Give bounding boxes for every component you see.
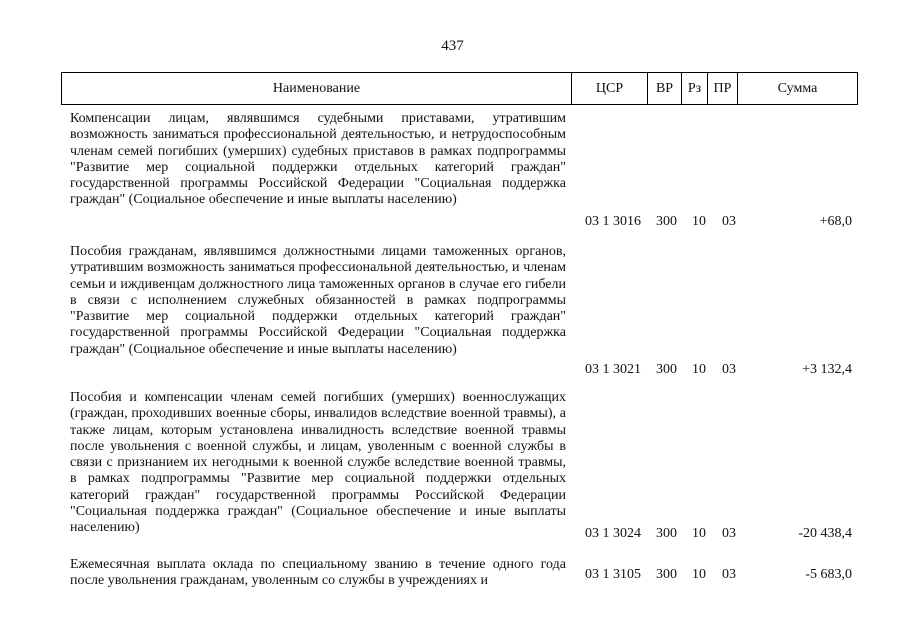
row-name: Пособия гражданам, являвшимся должностными лицами таможенных органов, утратившим возможность заниматься профессиональной деятельностью, и членам семьи и иждивенцам должностного лица таможенных органов в случае его гибели в связи с исполнением служебных обязанностей в рамках подпрограммы "Развитие мер социальной поддержки отдельных категорий граждан" государственной программы Российской Федерации "Социальная поддержка граждан" (Социальное обеспечение и иные выплаты населению) bbox=[70, 244, 566, 357]
table-row bbox=[61, 111, 858, 236]
row-sum: -5 683,0 bbox=[805, 567, 852, 582]
row-rz: 10 bbox=[692, 526, 706, 541]
row-vr: 300 bbox=[656, 214, 677, 229]
row-pr: 03 bbox=[722, 567, 736, 582]
row-name: Ежемесячная выплата оклада по специальному званию в течение одного года после увольнения гражданам, уволенным со службы в учреждениях и bbox=[70, 557, 566, 589]
row-name: Компенсации лицам, являвшимся судебными приставами, утратившим возможность заниматься профессиональной деятельностью, и нетрудоспособным членам семей погибших (умерших) судебных приставов в рамках подпрограммы "Развитие мер социальной поддержки отдельных категорий граждан" государственной программы Российской Федерации "Социальная поддержка граждан" (Социальное обеспечение и иные выплаты населению) bbox=[70, 111, 566, 208]
row-rz: 10 bbox=[692, 567, 706, 582]
header-pr: ПР bbox=[707, 73, 737, 104]
row-rz: 10 bbox=[692, 214, 706, 229]
row-vr: 300 bbox=[656, 362, 677, 377]
row-pr: 03 bbox=[722, 526, 736, 541]
table-row bbox=[61, 390, 858, 550]
header-vr: ВР bbox=[647, 73, 681, 104]
row-sum: -20 438,4 bbox=[798, 526, 852, 541]
header-name: Наименование bbox=[272, 80, 361, 96]
row-csr: 03 1 3016 bbox=[585, 214, 641, 229]
table-row bbox=[61, 557, 858, 597]
table-row bbox=[61, 244, 858, 384]
row-vr: 300 bbox=[656, 526, 677, 541]
row-csr: 03 1 3105 bbox=[585, 567, 641, 582]
row-name: Пособия и компенсации членам семей погибших (умерших) военнослужащих (граждан, проходивших военные сборы, инвалидов вследствие военной травмы), а также лицам, которым установлена инвалидность вследствие военной травмы после увольнения с военной службы, и лицам, уволенным с военной службы в связи с признанием их негодными к военной службе вследствие военной травмы, в рамках подпрограммы "Развитие мер социальной поддержки отдельных категорий граждан" государственной программы Российской Федерации "Социальная поддержка граждан" (Социальное обеспечение и иные выплаты населению) bbox=[70, 390, 566, 536]
header-rz: Рз bbox=[681, 73, 707, 104]
row-rz: 10 bbox=[692, 362, 706, 377]
header-csr: ЦСР bbox=[571, 73, 647, 104]
row-pr: 03 bbox=[722, 362, 736, 377]
budget-table bbox=[61, 72, 858, 105]
row-vr: 300 bbox=[656, 567, 677, 582]
page-number: 437 bbox=[441, 38, 464, 54]
row-sum: +3 132,4 bbox=[802, 362, 852, 377]
table-header bbox=[61, 72, 858, 105]
row-csr: 03 1 3021 bbox=[585, 362, 641, 377]
row-pr: 03 bbox=[722, 214, 736, 229]
header-sum: Сумма bbox=[737, 73, 857, 104]
row-sum: +68,0 bbox=[819, 214, 852, 229]
row-csr: 03 1 3024 bbox=[585, 526, 641, 541]
